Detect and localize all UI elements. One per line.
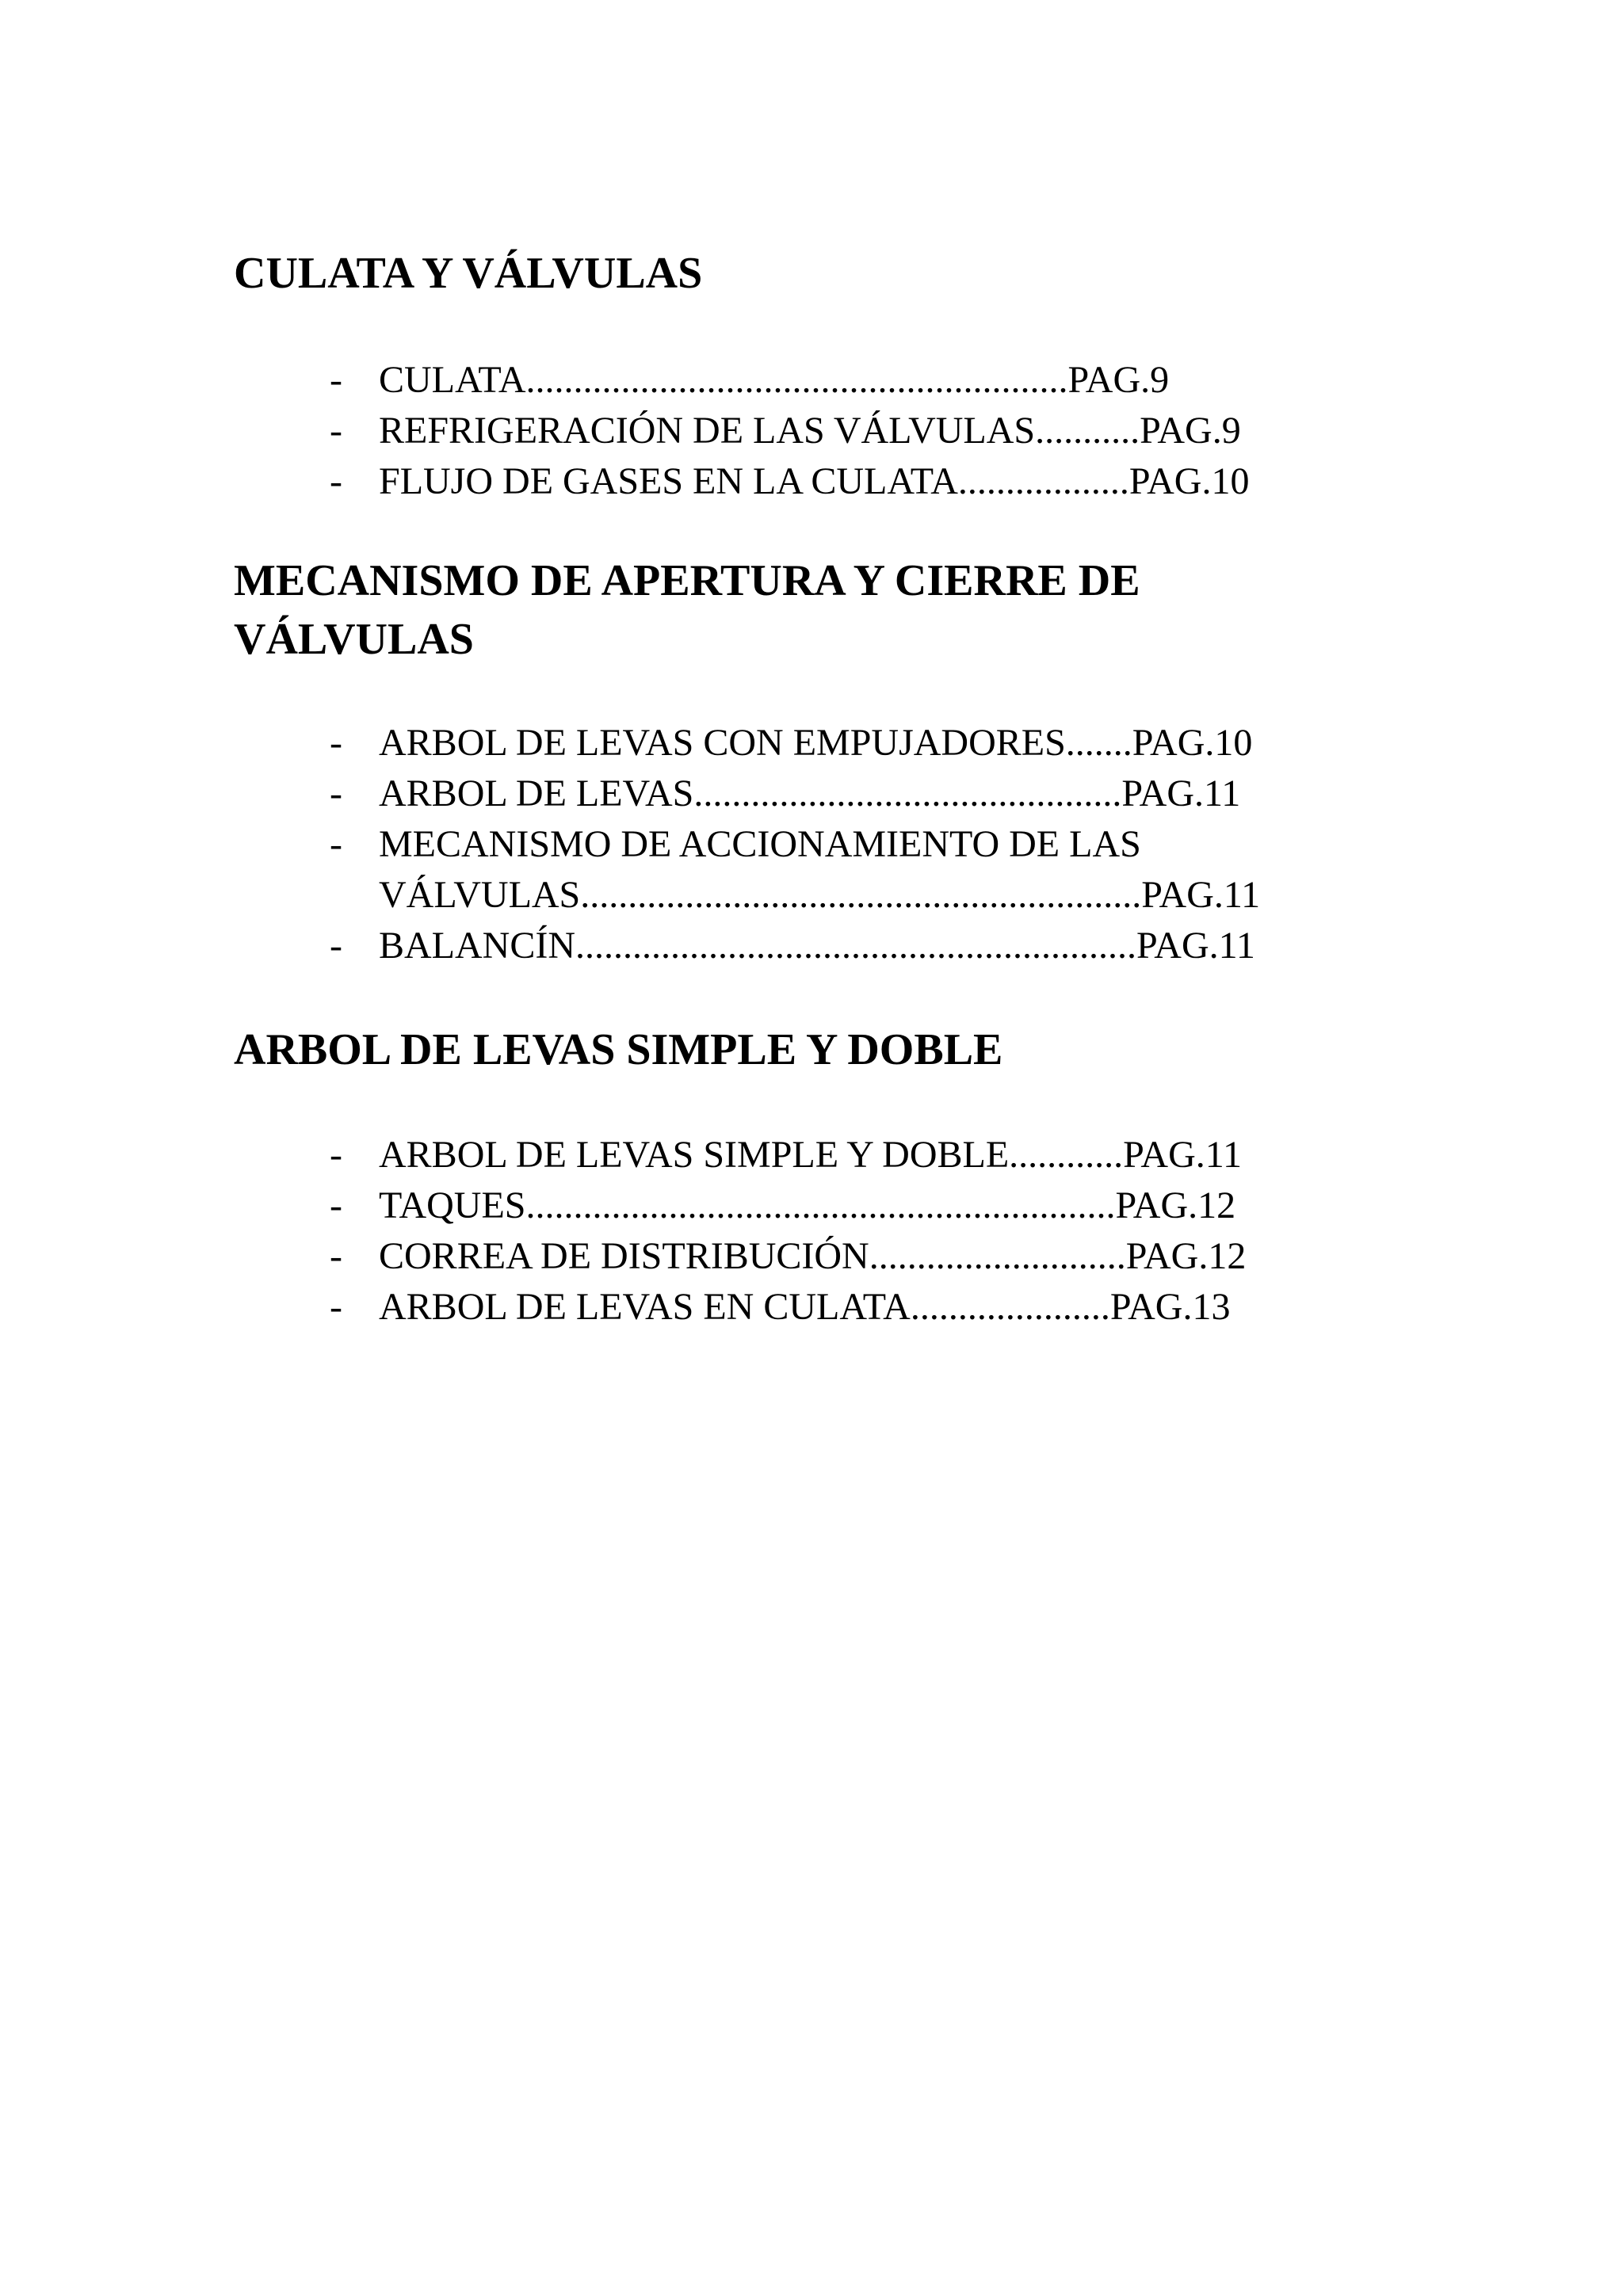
toc-entry-text: ARBOL DE LEVAS CON EMPUJADORES.......PAG.10 xyxy=(379,722,1253,764)
bullet-dash: - xyxy=(330,1134,342,1176)
section-heading-mecanismo-line2: VÁLVULAS xyxy=(234,615,474,664)
bullet-dash: - xyxy=(330,722,342,764)
toc-entry-text-line1: MECANISMO DE ACCIONAMIENTO DE LAS xyxy=(379,823,1141,865)
section-heading-culata-y-valvulas: CULATA Y VÁLVULAS xyxy=(234,249,703,298)
bullet-dash: - xyxy=(330,925,342,967)
toc-entry-text-line2: VÁLVULAS...........................................................PAG.11 xyxy=(379,874,1261,916)
toc-entry-text: REFRIGERACIÓN DE LAS VÁLVULAS...........PAG.9 xyxy=(379,410,1241,452)
toc-entry-text: CULATA.........................................................PAG.9 xyxy=(379,359,1170,401)
section-heading-mecanismo-line1: MECANISMO DE APERTURA Y CIERRE DE xyxy=(234,556,1140,605)
toc-entry-text: CORREA DE DISTRIBUCIÓN...........................PAG.12 xyxy=(379,1235,1247,1277)
toc-entry-text: BALANCÍN...........................................................PAG.11 xyxy=(379,925,1255,967)
section-heading-arbol-de-levas: ARBOL DE LEVAS SIMPLE Y DOBLE xyxy=(234,1025,1003,1074)
bullet-dash: - xyxy=(330,359,342,401)
bullet-dash: - xyxy=(330,823,342,865)
bullet-dash: - xyxy=(330,1184,342,1226)
toc-entry-text: ARBOL DE LEVAS EN CULATA.....................PAG.13 xyxy=(379,1286,1231,1328)
toc-entry-text: FLUJO DE GASES EN LA CULATA..................PAG.10 xyxy=(379,460,1250,502)
bullet-dash: - xyxy=(330,1286,342,1328)
bullet-dash: - xyxy=(330,410,342,452)
toc-entry-text: ARBOL DE LEVAS.............................................PAG.11 xyxy=(379,772,1241,814)
toc-entry-text: ARBOL DE LEVAS SIMPLE Y DOBLE............PAG.11 xyxy=(379,1134,1242,1176)
bullet-dash: - xyxy=(330,460,342,502)
bullet-dash: - xyxy=(330,772,342,814)
toc-entry-text: TAQUES..............................................................PAG.12 xyxy=(379,1184,1236,1226)
bullet-dash: - xyxy=(330,1235,342,1277)
